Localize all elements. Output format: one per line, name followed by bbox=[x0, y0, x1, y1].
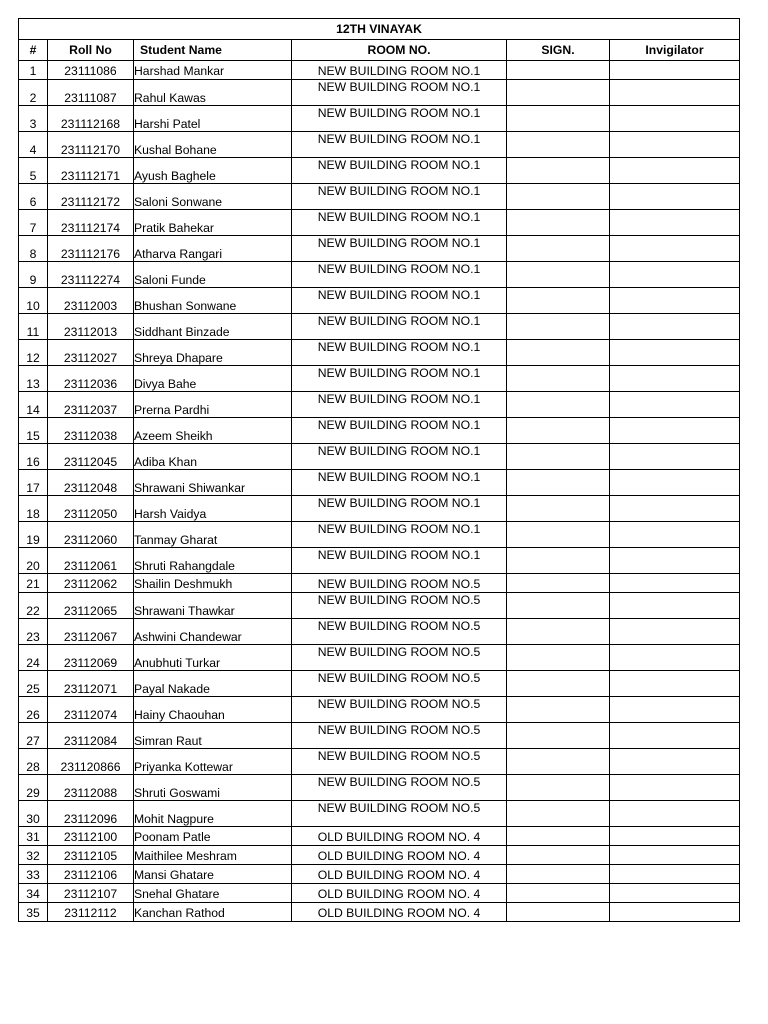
sign-cell bbox=[507, 593, 610, 619]
room-no-cell: NEW BUILDING ROOM NO.1 bbox=[292, 496, 507, 522]
sign-cell bbox=[507, 470, 610, 496]
table-row bbox=[19, 340, 740, 366]
student-name-cell: Shruti Rahangdale bbox=[134, 548, 292, 574]
header-student-name: Student Name bbox=[134, 40, 292, 61]
roll-no-cell: 23111086 bbox=[48, 61, 134, 80]
room-no-cell: NEW BUILDING ROOM NO.1 bbox=[292, 184, 507, 210]
row-index: 1 bbox=[19, 61, 48, 80]
table-row bbox=[19, 645, 740, 671]
sign-cell bbox=[507, 619, 610, 645]
room-no-cell: NEW BUILDING ROOM NO.5 bbox=[292, 645, 507, 671]
table-row bbox=[19, 210, 740, 236]
roll-no-cell: 231112172 bbox=[48, 184, 134, 210]
invigilator-cell bbox=[610, 884, 740, 903]
row-index: 30 bbox=[19, 801, 48, 827]
roll-no-cell: 231120866 bbox=[48, 749, 134, 775]
sign-cell bbox=[507, 132, 610, 158]
table-row bbox=[19, 865, 740, 884]
row-index: 8 bbox=[19, 236, 48, 262]
student-name-cell: Prerna Pardhi bbox=[134, 392, 292, 418]
roll-no-cell: 23112096 bbox=[48, 801, 134, 827]
roll-no-cell: 23112037 bbox=[48, 392, 134, 418]
row-index: 13 bbox=[19, 366, 48, 392]
invigilator-cell bbox=[610, 210, 740, 236]
student-name-cell: Bhushan Sonwane bbox=[134, 288, 292, 314]
sign-cell bbox=[507, 106, 610, 132]
roll-no-cell: 23112067 bbox=[48, 619, 134, 645]
invigilator-cell bbox=[610, 865, 740, 884]
invigilator-cell bbox=[610, 392, 740, 418]
table-row bbox=[19, 444, 740, 470]
header-room-no: ROOM NO. bbox=[292, 40, 507, 61]
invigilator-cell bbox=[610, 522, 740, 548]
invigilator-cell bbox=[610, 418, 740, 444]
invigilator-cell bbox=[610, 671, 740, 697]
room-no-cell: NEW BUILDING ROOM NO.1 bbox=[292, 340, 507, 366]
invigilator-cell bbox=[610, 645, 740, 671]
room-no-cell: NEW BUILDING ROOM NO.1 bbox=[292, 548, 507, 574]
sign-cell bbox=[507, 210, 610, 236]
table-row bbox=[19, 366, 740, 392]
invigilator-cell bbox=[610, 80, 740, 106]
student-name-cell: Ayush Baghele bbox=[134, 158, 292, 184]
room-no-cell: NEW BUILDING ROOM NO.5 bbox=[292, 775, 507, 801]
title-row bbox=[19, 19, 740, 40]
roll-no-cell: 23112013 bbox=[48, 314, 134, 340]
sign-cell bbox=[507, 418, 610, 444]
table-row bbox=[19, 106, 740, 132]
row-index: 7 bbox=[19, 210, 48, 236]
student-name-cell: Snehal Ghatare bbox=[134, 884, 292, 903]
room-no-cell: NEW BUILDING ROOM NO.5 bbox=[292, 697, 507, 723]
room-no-cell: OLD BUILDING ROOM NO. 4 bbox=[292, 903, 507, 922]
roll-no-cell: 231112174 bbox=[48, 210, 134, 236]
roll-no-cell: 23112088 bbox=[48, 775, 134, 801]
room-no-cell: NEW BUILDING ROOM NO.1 bbox=[292, 418, 507, 444]
row-index: 26 bbox=[19, 697, 48, 723]
invigilator-cell bbox=[610, 61, 740, 80]
table-row bbox=[19, 749, 740, 775]
room-no-cell: NEW BUILDING ROOM NO.1 bbox=[292, 314, 507, 340]
table-row bbox=[19, 801, 740, 827]
row-index: 34 bbox=[19, 884, 48, 903]
table-row bbox=[19, 61, 740, 80]
invigilator-cell bbox=[610, 132, 740, 158]
roll-no-cell: 23112105 bbox=[48, 846, 134, 865]
student-name-cell: Shailin Deshmukh bbox=[134, 574, 292, 593]
invigilator-cell bbox=[610, 903, 740, 922]
sign-cell bbox=[507, 903, 610, 922]
header-roll-no: Roll No bbox=[48, 40, 134, 61]
row-index: 17 bbox=[19, 470, 48, 496]
student-name-cell: Shruti Goswami bbox=[134, 775, 292, 801]
sign-cell bbox=[507, 827, 610, 846]
room-no-cell: NEW BUILDING ROOM NO.1 bbox=[292, 80, 507, 106]
table-row bbox=[19, 392, 740, 418]
student-name-cell: Mohit Nagpure bbox=[134, 801, 292, 827]
row-index: 33 bbox=[19, 865, 48, 884]
room-no-cell: OLD BUILDING ROOM NO. 4 bbox=[292, 827, 507, 846]
table-body bbox=[19, 61, 740, 922]
roll-no-cell: 23112084 bbox=[48, 723, 134, 749]
table-row bbox=[19, 80, 740, 106]
invigilator-cell bbox=[610, 749, 740, 775]
room-no-cell: OLD BUILDING ROOM NO. 4 bbox=[292, 865, 507, 884]
student-name-cell: Siddhant Binzade bbox=[134, 314, 292, 340]
sign-cell bbox=[507, 61, 610, 80]
row-index: 3 bbox=[19, 106, 48, 132]
room-no-cell: NEW BUILDING ROOM NO.1 bbox=[292, 444, 507, 470]
room-no-cell: NEW BUILDING ROOM NO.1 bbox=[292, 366, 507, 392]
table-row bbox=[19, 184, 740, 210]
room-no-cell: NEW BUILDING ROOM NO.1 bbox=[292, 132, 507, 158]
invigilator-cell bbox=[610, 314, 740, 340]
row-index: 2 bbox=[19, 80, 48, 106]
table-row bbox=[19, 132, 740, 158]
sign-cell bbox=[507, 392, 610, 418]
invigilator-cell bbox=[610, 496, 740, 522]
room-no-cell: OLD BUILDING ROOM NO. 4 bbox=[292, 846, 507, 865]
student-name-cell: Priyanka Kottewar bbox=[134, 749, 292, 775]
sign-cell bbox=[507, 884, 610, 903]
room-no-cell: NEW BUILDING ROOM NO.5 bbox=[292, 723, 507, 749]
sign-cell bbox=[507, 697, 610, 723]
room-no-cell: NEW BUILDING ROOM NO.1 bbox=[292, 288, 507, 314]
sign-cell bbox=[507, 184, 610, 210]
roll-no-cell: 23112112 bbox=[48, 903, 134, 922]
student-name-cell: Rahul Kawas bbox=[134, 80, 292, 106]
row-index: 27 bbox=[19, 723, 48, 749]
table-row bbox=[19, 470, 740, 496]
student-name-cell: Kanchan Rathod bbox=[134, 903, 292, 922]
roll-no-cell: 23112071 bbox=[48, 671, 134, 697]
sign-cell bbox=[507, 314, 610, 340]
row-index: 5 bbox=[19, 158, 48, 184]
row-index: 21 bbox=[19, 574, 48, 593]
row-index: 19 bbox=[19, 522, 48, 548]
room-no-cell: NEW BUILDING ROOM NO.1 bbox=[292, 392, 507, 418]
roll-no-cell: 23112038 bbox=[48, 418, 134, 444]
table-row bbox=[19, 903, 740, 922]
room-no-cell: NEW BUILDING ROOM NO.5 bbox=[292, 801, 507, 827]
invigilator-cell bbox=[610, 801, 740, 827]
sign-cell bbox=[507, 846, 610, 865]
header-row bbox=[19, 40, 740, 61]
sign-cell bbox=[507, 288, 610, 314]
student-name-cell: Saloni Sonwane bbox=[134, 184, 292, 210]
roll-no-cell: 23112069 bbox=[48, 645, 134, 671]
invigilator-cell bbox=[610, 574, 740, 593]
sign-cell bbox=[507, 236, 610, 262]
table-row bbox=[19, 496, 740, 522]
roll-no-cell: 23112107 bbox=[48, 884, 134, 903]
header-sign: SIGN. bbox=[507, 40, 610, 61]
room-no-cell: NEW BUILDING ROOM NO.5 bbox=[292, 749, 507, 775]
roll-no-cell: 23112074 bbox=[48, 697, 134, 723]
roll-no-cell: 231112176 bbox=[48, 236, 134, 262]
sign-cell bbox=[507, 801, 610, 827]
student-name-cell: Anubhuti Turkar bbox=[134, 645, 292, 671]
table-row bbox=[19, 314, 740, 340]
student-name-cell: Tanmay Gharat bbox=[134, 522, 292, 548]
roll-no-cell: 23112003 bbox=[48, 288, 134, 314]
roll-no-cell: 23112100 bbox=[48, 827, 134, 846]
student-name-cell: Shrawani Thawkar bbox=[134, 593, 292, 619]
row-index: 29 bbox=[19, 775, 48, 801]
row-index: 32 bbox=[19, 846, 48, 865]
room-no-cell: NEW BUILDING ROOM NO.1 bbox=[292, 470, 507, 496]
roll-no-cell: 23112027 bbox=[48, 340, 134, 366]
row-index: 23 bbox=[19, 619, 48, 645]
invigilator-cell bbox=[610, 827, 740, 846]
room-no-cell: NEW BUILDING ROOM NO.1 bbox=[292, 236, 507, 262]
row-index: 16 bbox=[19, 444, 48, 470]
row-index: 25 bbox=[19, 671, 48, 697]
sign-cell bbox=[507, 548, 610, 574]
student-name-cell: Hainy Chaouhan bbox=[134, 697, 292, 723]
seating-table bbox=[18, 18, 740, 922]
student-name-cell: Shrawani Shiwankar bbox=[134, 470, 292, 496]
row-index: 6 bbox=[19, 184, 48, 210]
sign-cell bbox=[507, 444, 610, 470]
roll-no-cell: 23112065 bbox=[48, 593, 134, 619]
invigilator-cell bbox=[610, 366, 740, 392]
table-row bbox=[19, 697, 740, 723]
roll-no-cell: 231112170 bbox=[48, 132, 134, 158]
sheet-title: 12TH VINAYAK bbox=[19, 19, 740, 40]
invigilator-cell bbox=[610, 444, 740, 470]
row-index: 20 bbox=[19, 548, 48, 574]
table-row bbox=[19, 593, 740, 619]
invigilator-cell bbox=[610, 697, 740, 723]
table-row bbox=[19, 846, 740, 865]
roll-no-cell: 23112036 bbox=[48, 366, 134, 392]
header-invigilator: Invigilator bbox=[610, 40, 740, 61]
invigilator-cell bbox=[610, 593, 740, 619]
room-no-cell: NEW BUILDING ROOM NO.1 bbox=[292, 106, 507, 132]
roll-no-cell: 231112274 bbox=[48, 262, 134, 288]
invigilator-cell bbox=[610, 846, 740, 865]
sign-cell bbox=[507, 865, 610, 884]
room-no-cell: NEW BUILDING ROOM NO.1 bbox=[292, 158, 507, 184]
student-name-cell: Pratik Bahekar bbox=[134, 210, 292, 236]
room-no-cell: NEW BUILDING ROOM NO.1 bbox=[292, 61, 507, 80]
row-index: 14 bbox=[19, 392, 48, 418]
sign-cell bbox=[507, 340, 610, 366]
sign-cell bbox=[507, 775, 610, 801]
row-index: 31 bbox=[19, 827, 48, 846]
sign-cell bbox=[507, 723, 610, 749]
student-name-cell: Harsh Vaidya bbox=[134, 496, 292, 522]
table-row bbox=[19, 262, 740, 288]
invigilator-cell bbox=[610, 236, 740, 262]
sign-cell bbox=[507, 522, 610, 548]
sign-cell bbox=[507, 671, 610, 697]
sign-cell bbox=[507, 158, 610, 184]
sign-cell bbox=[507, 645, 610, 671]
student-name-cell: Harshad Mankar bbox=[134, 61, 292, 80]
header-index: # bbox=[19, 40, 48, 61]
sign-cell bbox=[507, 574, 610, 593]
invigilator-cell bbox=[610, 106, 740, 132]
student-name-cell: Payal Nakade bbox=[134, 671, 292, 697]
invigilator-cell bbox=[610, 775, 740, 801]
invigilator-cell bbox=[610, 158, 740, 184]
student-name-cell: Shreya Dhapare bbox=[134, 340, 292, 366]
roll-no-cell: 23112060 bbox=[48, 522, 134, 548]
table-row bbox=[19, 619, 740, 645]
sign-cell bbox=[507, 749, 610, 775]
table-row bbox=[19, 723, 740, 749]
student-name-cell: Maithilee Meshram bbox=[134, 846, 292, 865]
student-name-cell: Kushal Bohane bbox=[134, 132, 292, 158]
room-no-cell: NEW BUILDING ROOM NO.1 bbox=[292, 262, 507, 288]
table-row bbox=[19, 827, 740, 846]
sign-cell bbox=[507, 366, 610, 392]
room-no-cell: NEW BUILDING ROOM NO.5 bbox=[292, 574, 507, 593]
room-no-cell: NEW BUILDING ROOM NO.5 bbox=[292, 619, 507, 645]
sign-cell bbox=[507, 496, 610, 522]
invigilator-cell bbox=[610, 548, 740, 574]
student-name-cell: Divya Bahe bbox=[134, 366, 292, 392]
student-name-cell: Saloni Funde bbox=[134, 262, 292, 288]
invigilator-cell bbox=[610, 619, 740, 645]
invigilator-cell bbox=[610, 288, 740, 314]
student-name-cell: Adiba Khan bbox=[134, 444, 292, 470]
student-name-cell: Azeem Sheikh bbox=[134, 418, 292, 444]
row-index: 18 bbox=[19, 496, 48, 522]
invigilator-cell bbox=[610, 340, 740, 366]
sign-cell bbox=[507, 80, 610, 106]
invigilator-cell bbox=[610, 184, 740, 210]
row-index: 4 bbox=[19, 132, 48, 158]
student-name-cell: Harshi Patel bbox=[134, 106, 292, 132]
row-index: 28 bbox=[19, 749, 48, 775]
sign-cell bbox=[507, 262, 610, 288]
table-row bbox=[19, 418, 740, 444]
row-index: 9 bbox=[19, 262, 48, 288]
row-index: 24 bbox=[19, 645, 48, 671]
row-index: 22 bbox=[19, 593, 48, 619]
roll-no-cell: 231112171 bbox=[48, 158, 134, 184]
roll-no-cell: 23112048 bbox=[48, 470, 134, 496]
room-no-cell: NEW BUILDING ROOM NO.5 bbox=[292, 671, 507, 697]
table-row bbox=[19, 548, 740, 574]
row-index: 10 bbox=[19, 288, 48, 314]
roll-no-cell: 23111087 bbox=[48, 80, 134, 106]
room-no-cell: OLD BUILDING ROOM NO. 4 bbox=[292, 884, 507, 903]
table-row bbox=[19, 574, 740, 593]
table-row bbox=[19, 884, 740, 903]
student-name-cell: Poonam Patle bbox=[134, 827, 292, 846]
table-row bbox=[19, 671, 740, 697]
table-row bbox=[19, 236, 740, 262]
table-row bbox=[19, 158, 740, 184]
roll-no-cell: 23112061 bbox=[48, 548, 134, 574]
student-name-cell: Atharva Rangari bbox=[134, 236, 292, 262]
table-row bbox=[19, 775, 740, 801]
roll-no-cell: 23112062 bbox=[48, 574, 134, 593]
row-index: 12 bbox=[19, 340, 48, 366]
roll-no-cell: 23112050 bbox=[48, 496, 134, 522]
student-name-cell: Ashwini Chandewar bbox=[134, 619, 292, 645]
invigilator-cell bbox=[610, 723, 740, 749]
student-name-cell: Simran Raut bbox=[134, 723, 292, 749]
room-no-cell: NEW BUILDING ROOM NO.1 bbox=[292, 522, 507, 548]
row-index: 15 bbox=[19, 418, 48, 444]
room-no-cell: NEW BUILDING ROOM NO.5 bbox=[292, 593, 507, 619]
student-name-cell: Mansi Ghatare bbox=[134, 865, 292, 884]
invigilator-cell bbox=[610, 470, 740, 496]
roll-no-cell: 231112168 bbox=[48, 106, 134, 132]
table-row bbox=[19, 288, 740, 314]
row-index: 35 bbox=[19, 903, 48, 922]
room-no-cell: NEW BUILDING ROOM NO.1 bbox=[292, 210, 507, 236]
roll-no-cell: 23112106 bbox=[48, 865, 134, 884]
table-row bbox=[19, 522, 740, 548]
invigilator-cell bbox=[610, 262, 740, 288]
roll-no-cell: 23112045 bbox=[48, 444, 134, 470]
row-index: 11 bbox=[19, 314, 48, 340]
